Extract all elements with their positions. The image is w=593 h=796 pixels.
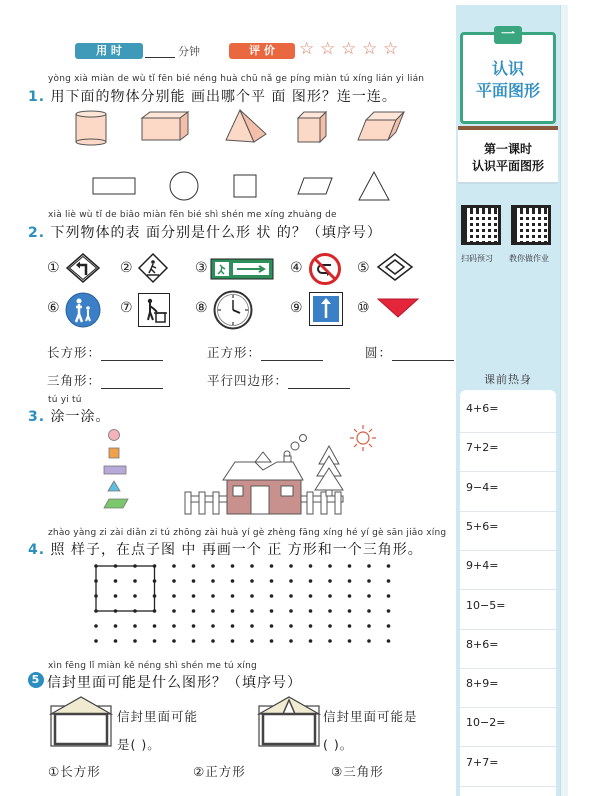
sign-label-6: ⑥	[47, 300, 60, 316]
pedestrian-zone-sign-icon[interactable]	[65, 292, 101, 328]
grid-dot[interactable]	[348, 624, 352, 628]
grid-dot[interactable]	[348, 639, 352, 643]
warmup-item[interactable]	[460, 631, 556, 669]
q3-prompt: 涂一涂。	[50, 409, 111, 425]
grid-dot[interactable]	[387, 624, 391, 628]
q3-pinyin: tú yi tú	[48, 395, 82, 405]
sign-label-4: ④	[290, 260, 303, 276]
warmup-expression: 10−2=	[466, 716, 506, 730]
parallelogram-answer-row	[207, 371, 350, 389]
q1-number: 1.	[28, 89, 46, 105]
warmup-item[interactable]	[460, 670, 556, 708]
warmup-expression: 9+4=	[466, 559, 499, 573]
cube-solid[interactable]	[298, 112, 326, 142]
sign-label-9: ⑨	[290, 300, 303, 316]
grid-dot[interactable]	[153, 639, 157, 643]
grid-dot[interactable]	[172, 639, 176, 643]
grid-dot[interactable]	[367, 639, 371, 643]
q1-flat-shapes	[90, 170, 400, 202]
pedestrian-warning-sign-icon[interactable]	[138, 253, 168, 283]
q5-number-badge: 5	[28, 672, 44, 688]
option-2: ②正方形	[193, 764, 246, 779]
legend-parallelogram[interactable]	[104, 499, 128, 508]
circle-shape[interactable]	[170, 172, 198, 200]
rectangle-label: 长方形：	[47, 345, 102, 360]
star-icon[interactable]: ☆	[320, 39, 336, 59]
turn-left-sign-icon[interactable]	[66, 253, 100, 283]
pyramid-solid[interactable]	[226, 110, 266, 142]
q5-pinyin: xìn fēng lǐ miàn kě néng shì shén me tú xíng	[48, 661, 257, 671]
q4-prompt: 照 样子，在点子图 中 再画一个 正 方形和一个三角形。	[50, 542, 423, 558]
grid-dot[interactable]	[133, 639, 137, 643]
no-u-turn-sign-icon[interactable]	[309, 253, 341, 285]
square-answer-row	[207, 343, 323, 361]
parallelogram-shape[interactable]	[298, 178, 332, 194]
warmup-expression: 7+2=	[466, 441, 499, 455]
grid-dot[interactable]	[172, 579, 176, 583]
grid-dot[interactable]	[309, 564, 313, 568]
grid-dot[interactable]	[289, 624, 293, 628]
grid-dot[interactable]	[172, 624, 176, 628]
grid-dot[interactable]	[94, 639, 98, 643]
star-icon[interactable]: ☆	[299, 39, 315, 59]
q1-text	[28, 86, 397, 106]
grid-dot[interactable]	[348, 609, 352, 613]
grid-dot[interactable]	[211, 594, 215, 598]
grid-dot[interactable]	[270, 639, 274, 643]
parallelogram-label: 平行四边形：	[207, 373, 289, 388]
grid-dot[interactable]	[289, 594, 293, 598]
grid-dot[interactable]	[250, 579, 254, 583]
grid-dot[interactable]	[270, 579, 274, 583]
legend-circle[interactable]	[109, 430, 120, 441]
time-blank[interactable]	[145, 57, 175, 58]
grid-dot[interactable]	[289, 639, 293, 643]
legend-rectangle[interactable]	[104, 466, 126, 474]
dot-grid[interactable]	[92, 562, 402, 644]
warmup-item[interactable]	[460, 592, 556, 630]
q1-solids	[70, 108, 410, 148]
exit-sign-icon[interactable]	[211, 259, 273, 279]
sign-label-2: ②	[120, 260, 133, 276]
grid-dot[interactable]	[367, 624, 371, 628]
grid-dot[interactable]	[289, 564, 293, 568]
grid-dot[interactable]	[289, 609, 293, 613]
envelope-2[interactable]	[258, 696, 320, 748]
envelope-2-text-line2[interactable]: ( )。	[323, 737, 354, 752]
parallelogram-answer-blank[interactable]	[288, 377, 350, 389]
example-square	[96, 566, 155, 611]
grid-dot[interactable]	[211, 609, 215, 613]
square-label: 正方形：	[207, 345, 262, 360]
grid-dot[interactable]	[250, 594, 254, 598]
star-icon[interactable]: ☆	[341, 39, 357, 59]
grid-dot[interactable]	[114, 624, 118, 628]
grid-dot[interactable]	[309, 579, 313, 583]
shape-legend	[100, 428, 132, 518]
unit-title-line2: 平面图形	[475, 81, 540, 100]
envelope-1[interactable]	[50, 696, 112, 748]
grid-dot[interactable]	[192, 639, 196, 643]
grid-dot[interactable]	[211, 579, 215, 583]
grid-dot[interactable]	[270, 624, 274, 628]
rectangle-shape[interactable]	[93, 178, 135, 194]
warmup-item[interactable]	[460, 709, 556, 747]
rectangle-answer-row	[47, 343, 163, 361]
grid-dot[interactable]	[172, 594, 176, 598]
q3-text	[28, 406, 111, 426]
warmup-item[interactable]	[460, 552, 556, 590]
warmup-item[interactable]	[460, 434, 556, 472]
grid-dot[interactable]	[348, 579, 352, 583]
grid-dot[interactable]	[133, 594, 137, 598]
legend-triangle[interactable]	[108, 481, 120, 491]
grid-dot[interactable]	[172, 609, 176, 613]
qr-caption-homework: 教你做作业	[509, 254, 549, 263]
sign-label-1: ①	[47, 260, 60, 276]
grid-dot[interactable]	[309, 609, 313, 613]
sign-label-8: ⑧	[195, 300, 208, 316]
envelope-2-text-line1: 信封里面可能是	[323, 709, 418, 724]
grid-dot[interactable]	[231, 564, 235, 568]
grid-dot[interactable]	[328, 579, 332, 583]
grid-dot[interactable]	[250, 639, 254, 643]
triangle-answer-blank[interactable]	[101, 377, 163, 389]
q2-prompt: 下列物体的表 面分别是什么形 状 的？（填序号）	[50, 225, 382, 241]
triangle-label: 三角形：	[47, 373, 102, 388]
grid-dot[interactable]	[231, 609, 235, 613]
q4-pinyin: zhào yàng zi zài diǎn zi tú zhōng zài huà yí gè zhèng fāng xíng hé yí gè sān jiǎo xíng	[48, 528, 447, 538]
grid-dot[interactable]	[94, 624, 98, 628]
triangle-answer-row	[47, 371, 163, 389]
grid-dot[interactable]	[289, 579, 293, 583]
grid-dot[interactable]	[133, 579, 137, 583]
q2-text	[28, 222, 382, 242]
sign-label-7: ⑦	[120, 300, 133, 316]
clock-icon[interactable]	[213, 290, 253, 330]
q1-pinyin: yòng xià miàn de wù tǐ fēn bié néng huà chū nǎ ge píng miàn tú xíng lián yi lián	[48, 74, 425, 84]
grid-dot[interactable]	[211, 639, 215, 643]
grid-dot[interactable]	[387, 579, 391, 583]
grid-dot[interactable]	[270, 564, 274, 568]
grid-dot[interactable]	[231, 624, 235, 628]
straight-ahead-sign-icon[interactable]	[309, 292, 343, 326]
grid-dot[interactable]	[367, 564, 371, 568]
grid-dot[interactable]	[270, 594, 274, 598]
grid-dot[interactable]	[328, 609, 332, 613]
grid-dot[interactable]	[192, 564, 196, 568]
warmup-item[interactable]	[460, 395, 556, 433]
square-shape[interactable]	[234, 175, 256, 197]
grid-dot[interactable]	[328, 624, 332, 628]
grid-dot[interactable]	[231, 594, 235, 598]
cylinder-solid[interactable]	[76, 111, 106, 145]
grid-dot[interactable]	[348, 564, 352, 568]
grid-dot[interactable]	[270, 609, 274, 613]
warmup-title: 课前热身	[484, 373, 532, 386]
option-3: ③三角形	[331, 764, 384, 779]
grid-dot[interactable]	[153, 624, 157, 628]
rating-label-pill: 评 价	[229, 43, 295, 59]
q1-prompt: 用下面的物体分别能 画出哪个平 面 图形？连一连。	[50, 89, 397, 105]
diamond-sign-icon[interactable]	[377, 253, 413, 281]
grid-dot[interactable]	[114, 579, 118, 583]
q5-prompt: 信封里面可能是什么图形？（填序号）	[47, 675, 302, 691]
grid-dot[interactable]	[309, 594, 313, 598]
qr-caption-preview: 扫码预习	[461, 254, 493, 263]
grid-dot[interactable]	[250, 609, 254, 613]
rectangle-answer-blank[interactable]	[101, 349, 163, 361]
grid-dot[interactable]	[211, 624, 215, 628]
grid-dot[interactable]	[133, 624, 137, 628]
warmup-item[interactable]	[460, 474, 556, 512]
q4-text	[28, 539, 423, 559]
sign-label-5: ⑤	[357, 260, 370, 276]
grid-dot[interactable]	[367, 579, 371, 583]
grid-dot[interactable]	[114, 594, 118, 598]
circle-answer-row	[365, 343, 454, 361]
grid-dot[interactable]	[231, 579, 235, 583]
time-label-pill: 用 时	[75, 43, 143, 59]
square-answer-blank[interactable]	[261, 349, 323, 361]
q2-pinyin: xià liè wù tǐ de biǎo miàn fēn bié shì shén me xíng zhuàng de	[48, 210, 337, 220]
grid-dot[interactable]	[367, 594, 371, 598]
red-triangle-sign-icon[interactable]	[377, 298, 419, 318]
unit-mark: 一	[494, 26, 522, 44]
warmup-expression: 8+9=	[466, 677, 499, 691]
grid-dot[interactable]	[231, 639, 235, 643]
grid-dot[interactable]	[367, 609, 371, 613]
lesson-line2: 认识平面图形	[471, 159, 544, 173]
envelope-1-text-line1: 信封里面可能	[117, 709, 199, 724]
grid-dot[interactable]	[114, 639, 118, 643]
grid-dot[interactable]	[211, 564, 215, 568]
cuboid-solid[interactable]	[142, 112, 188, 140]
grid-dot[interactable]	[250, 624, 254, 628]
star-icon[interactable]: ☆	[362, 39, 378, 59]
house-scene[interactable]	[183, 422, 383, 520]
warmup-expression: 10−5=	[466, 598, 506, 612]
grid-dot[interactable]	[387, 594, 391, 598]
prism-solid[interactable]	[358, 112, 404, 140]
warmup-expression: 4+6=	[466, 402, 499, 415]
grid-dot[interactable]	[387, 564, 391, 568]
q4-number: 4.	[28, 542, 46, 558]
grid-dot[interactable]	[348, 594, 352, 598]
circle-answer-blank[interactable]	[392, 349, 454, 361]
q3-number: 3.	[28, 409, 46, 425]
warmup-expression: 9−4=	[466, 480, 499, 494]
warmup-expression: 8+6=	[466, 637, 499, 651]
grid-dot[interactable]	[309, 624, 313, 628]
star-icon[interactable]: ☆	[383, 39, 399, 59]
grid-dot[interactable]	[328, 639, 332, 643]
warmup-expression: 7+7=	[466, 755, 499, 769]
qr-code-preview[interactable]	[461, 205, 501, 245]
sign-label-3: ③	[195, 260, 208, 276]
grid-dot[interactable]	[192, 624, 196, 628]
envelope-1-text-line2[interactable]: 是( )。	[117, 737, 161, 752]
warmup-expression: 5+6=	[466, 519, 499, 533]
grid-dot[interactable]	[172, 564, 176, 568]
option-1: ①长方形	[48, 764, 101, 779]
grid-dot[interactable]	[192, 609, 196, 613]
warmup-item[interactable]	[460, 513, 556, 551]
time-unit: 分钟	[178, 45, 200, 58]
grid-dot[interactable]	[387, 609, 391, 613]
grid-dot[interactable]	[387, 639, 391, 643]
triangle-shape[interactable]	[359, 172, 389, 200]
sign-label-10: ⑩	[357, 300, 370, 316]
grid-dot[interactable]	[309, 639, 313, 643]
circle-label: 圆：	[365, 345, 393, 360]
grid-dot[interactable]	[192, 594, 196, 598]
legend-square[interactable]	[109, 448, 119, 458]
trash-bin-sign-icon[interactable]	[138, 293, 170, 327]
q5-text	[28, 672, 302, 692]
grid-dot[interactable]	[328, 594, 332, 598]
grid-dot[interactable]	[192, 579, 196, 583]
grid-dot[interactable]	[250, 564, 254, 568]
page-edge-strip	[560, 5, 568, 796]
qr-code-homework[interactable]	[511, 205, 551, 245]
q2-number: 2.	[28, 225, 46, 241]
unit-title-line1: 认识	[491, 59, 524, 78]
warmup-item[interactable]	[460, 749, 556, 787]
lesson-line1: 第一课时	[483, 142, 532, 156]
grid-dot[interactable]	[328, 564, 332, 568]
